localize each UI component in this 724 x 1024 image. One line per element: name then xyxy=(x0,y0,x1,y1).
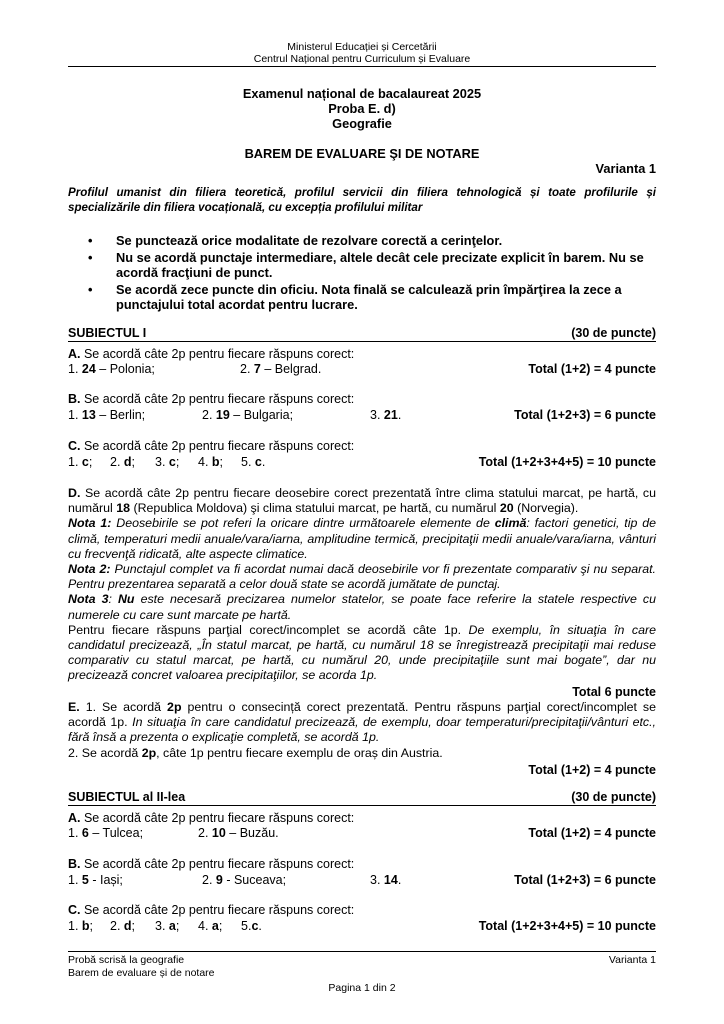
item-total: Total (1+2+3+4+5) = 10 puncte xyxy=(478,455,656,469)
rule-item: • Se acordă zece puncte din oficiu. Nota finală se calculează prin împărţirea la zece a punctajului total acordat pentru lucrare. xyxy=(88,282,622,312)
item-total: Total (1+2+3) = 6 puncte xyxy=(514,873,656,887)
note-2: Nota 2: Punctajul complet va fi acordat numai dacă deosebirile vor fi prezentate comparativ şi nu separat. Pentru prezentarea separată a celor două state se acordă jumătate de punctaj. xyxy=(68,562,656,592)
item-d-intro: D. Se acordă câte 2p pentru fiecare deosebire corect prezentată între clima statului marcat, pe hartă, cu numărul 18 (Republica Moldova) şi clima statului marcat, pe hartă, cu numărul 20 (Norvegia). xyxy=(68,486,656,516)
center-name: Centrul Național pentru Curriculum și Evaluare xyxy=(253,53,471,65)
section-2-heading xyxy=(68,790,656,806)
rules-list xyxy=(68,233,656,312)
footer-line-1: Probă scrisă la geografie xyxy=(68,954,185,966)
rule-item: • Se punctează orice modalitate de rezolvare corectă a cerinţelor. xyxy=(88,233,503,248)
item-e-block xyxy=(68,700,656,761)
item-b-answers: 1. 13 – Berlin; 2. 19 – Bulgaria; 3. 21. Total (1+2+3) = 6 puncte xyxy=(68,408,656,422)
footer-variant: Varianta 1 xyxy=(608,954,656,966)
item-total: Total (1+2+3+4+5) = 10 puncte xyxy=(478,919,656,933)
item-c-intro: C. Se acordă câte 2p pentru fiecare răspuns corect: xyxy=(68,439,355,453)
item-e-total: Total (1+2) = 4 puncte xyxy=(528,763,656,777)
exam-title: Examenul național de bacalaureat 2025 xyxy=(242,86,482,101)
item-e-1: E. 1. Se acordă 2p pentru o consecință corect prezentată. Pentru răspuns parţial corect/incomplet se acordă 1p. In situaţia în care candidatul precizează, de exemplu, doar temperaturi/precipitaţii/vânturi etc., fără însă a prezenta o explicaţie completă, se acordă 1p. xyxy=(68,700,657,745)
page-number: Pagina 1 din 2 xyxy=(328,982,396,994)
item-b-answers: 1. 5 - Iași; 2. 9 - Suceava; 3. 14. Total (1+2+3) = 6 puncte xyxy=(68,873,656,887)
item-b-intro: B. Se acordă câte 2p pentru fiecare răspuns corect: xyxy=(68,857,355,871)
item-a-intro: A. Se acordă câte 2p pentru fiecare răspuns corect: xyxy=(68,347,355,361)
header-divider xyxy=(68,66,656,67)
item-a-answers: 1. 24 – Polonia; 2. 7 – Belgrad. Total (1+2) = 4 puncte xyxy=(68,362,656,376)
item-a-answers: 1. 6 – Tulcea; 2. 10 – Buzău. Total (1+2) = 4 puncte xyxy=(68,826,656,840)
profile-note: Profilul umanist din filiera teoretică, profilul servicii din filiera tehnologică și toate profilurile și specializările din filiera vocațională, cu excepția profilului militar xyxy=(68,186,656,214)
test-title: Proba E. d) xyxy=(328,101,396,116)
title-block xyxy=(68,86,656,131)
item-a-intro: A. Se acordă câte 2p pentru fiecare răspuns corect: xyxy=(68,811,355,825)
item-c-intro: C. Se acordă câte 2p pentru fiecare răspuns corect: xyxy=(68,903,355,917)
footer xyxy=(68,951,656,980)
section-points: (30 de puncte) xyxy=(571,790,656,804)
item-d-total: Total 6 puncte xyxy=(572,685,656,699)
section-title: SUBIECTUL al II-lea xyxy=(68,790,186,804)
rule-item: • Nu se acordă punctaje intermediare, altele decât cele precizate explicit în barem. Nu se acordă fracţiuni de punct. xyxy=(88,250,644,280)
section-title: SUBIECTUL I xyxy=(68,326,147,340)
note-3: Nota 3: Nu este necesară precizarea numelor statelor, se poate face referire la statele respective cu numerele cu care sunt marcate pe hartă. xyxy=(68,592,657,622)
item-total: Total (1+2) = 4 puncte xyxy=(528,362,656,376)
item-total: Total (1+2+3) = 6 puncte xyxy=(514,408,656,422)
barem-title: BAREM DE EVALUARE ŞI DE NOTARE xyxy=(244,146,480,161)
item-d-block xyxy=(68,486,656,684)
variant-label: Varianta 1 xyxy=(595,161,656,176)
note-1: Nota 1: Deosebirile se pot referi la oricare dintre următoarele elemente de climă: factori genetici, tip de climă, temperaturi medii anuale/vara/iarna, amplitudine termică, precipitaţii medii anuale/vara/iarna, vânturi cu frecvenţă ridicată, alte aspecte climatice. xyxy=(68,516,656,561)
header xyxy=(68,41,656,65)
section-points: (30 de puncte) xyxy=(571,326,656,340)
partial-answer-note: Pentru fiecare răspuns parţial corect/incomplet se acordă câte 1p. De exemplu, în situaţia în care candidatul precizează, „În statul marcat, pe hartă, cu numărul 18 se înregistrează precipitaţii mai reduse comparativ cu statul marcat, pe hartă, cu numărul 20, unde precipitaţiile sunt mai bogate”, dar nu precizează concret valoarea precipitaţiilor, se acorda 1p. xyxy=(68,622,656,683)
item-e-2: 2. Se acordă 2p, câte 1p pentru fiecare exemplu de oraș din Austria. xyxy=(68,745,443,760)
section-1-heading xyxy=(68,326,656,342)
footer-line-2: Barem de evaluare și de notare xyxy=(68,967,215,979)
subject-title: Geografie xyxy=(332,116,392,131)
item-total: Total (1+2) = 4 puncte xyxy=(528,826,656,840)
item-b-intro: B. Se acordă câte 2p pentru fiecare răspuns corect: xyxy=(68,392,355,406)
ministry-name: Ministerul Educației și Cercetării xyxy=(287,41,437,53)
